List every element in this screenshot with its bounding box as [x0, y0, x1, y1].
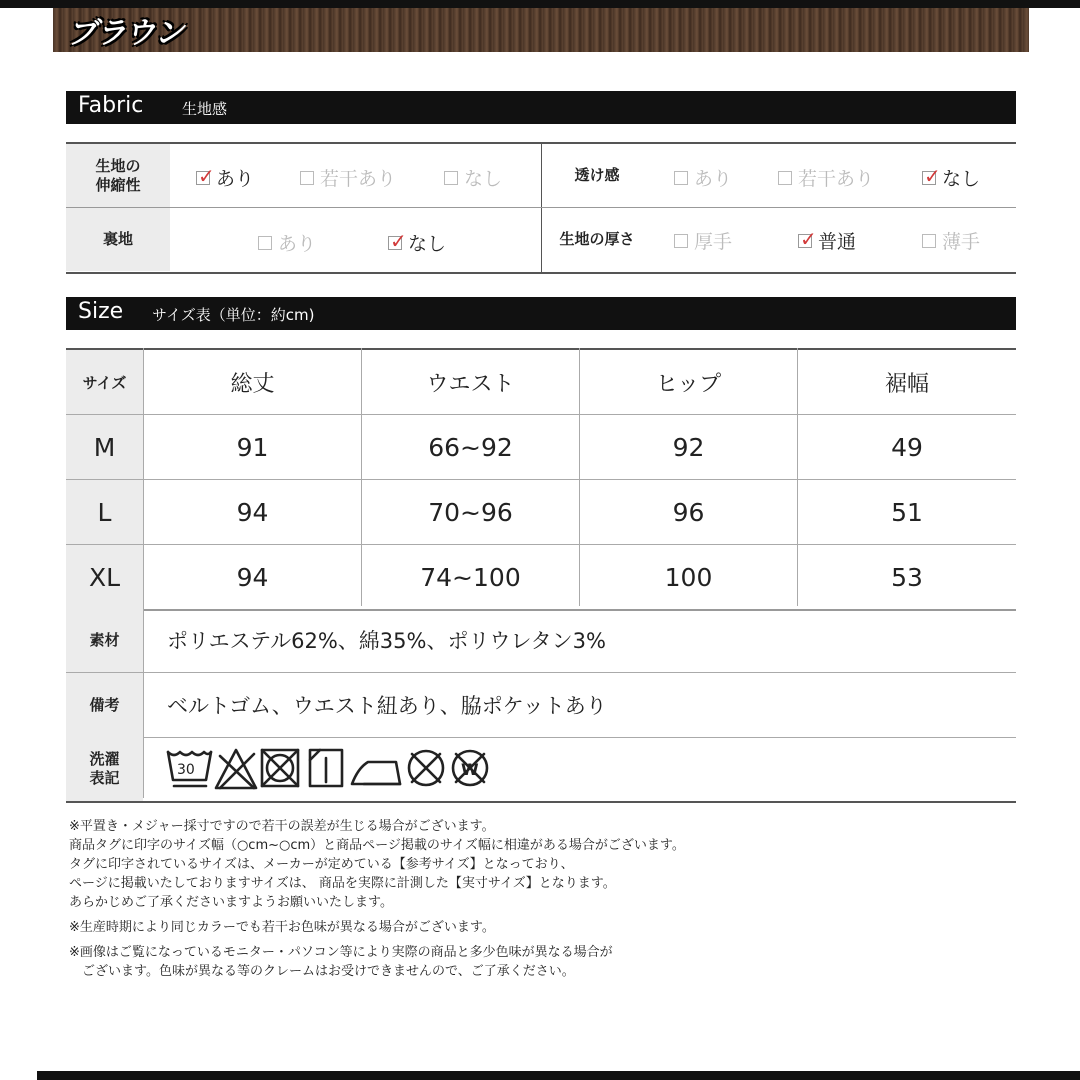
table-cell: 96 [672, 497, 705, 527]
no-wet-clean-icon [453, 751, 487, 785]
checkbox-icon [674, 171, 688, 185]
fabric-table [66, 142, 1016, 274]
checkbox-icon [444, 171, 458, 185]
size-header-en: Size [78, 299, 124, 324]
table-cell: 70~96 [428, 497, 513, 527]
wet-clean-letter: W [461, 760, 479, 779]
material-label: 素材 [66, 608, 143, 672]
material-value: ポリエステル62%、綿35%、ポリウレタン3% [167, 629, 606, 653]
table-cell: 49 [891, 432, 923, 462]
column-header: サイズ [66, 350, 143, 414]
line-dry-shade-icon [310, 750, 342, 786]
lining-option-yes: あり [258, 229, 316, 256]
notes-value: ベルトゴム、ウエスト紐あり、脇ポケットあり [167, 694, 607, 718]
bottom-bar [37, 1071, 1080, 1080]
table-cell: 53 [891, 562, 923, 592]
wash-temp-text: 30 [177, 762, 195, 778]
notes-row [66, 673, 1016, 738]
note-line: ※平置き・メジャー採寸ですので若干の誤差が生じる場合がございます。 [69, 819, 495, 834]
sheer-label: 透け感 [542, 144, 652, 207]
thickness-option-normal: ✓ 普通 [800, 226, 857, 253]
column-header: ヒップ [655, 371, 722, 397]
column-header: ウエスト [426, 371, 515, 397]
table-cell: 94 [236, 497, 269, 527]
top-bar [0, 0, 1080, 8]
fabric-header-jp: 生地感 [182, 100, 228, 118]
table-cell: 92 [672, 432, 705, 462]
table-cell: 51 [891, 497, 923, 527]
care-symbols [164, 742, 529, 796]
thickness-label: 生地の厚さ [542, 208, 652, 271]
checkbox-checked-icon: ✓ [924, 163, 941, 188]
care-row [66, 737, 1016, 803]
checkbox-icon [300, 171, 314, 185]
stretch-option-no: なし [444, 164, 502, 191]
no-tumble-dry-icon [262, 750, 298, 786]
note-line: ※生産時期により同じカラーでも若干お色味が異なる場合がございます。 [69, 920, 495, 935]
stretch-option-slight: 若干あり [300, 164, 396, 191]
size-header-jp: サイズ表（単位：約cm) [152, 306, 315, 324]
size-label: L [66, 480, 143, 544]
table-row [66, 480, 1016, 545]
column-header: 裾幅 [884, 371, 929, 397]
note-line: ございます。色味が異なる等のクレームはお受けできませんので、ご了承ください。 [69, 964, 575, 979]
checkbox-checked-icon: ✓ [198, 163, 215, 188]
note-line: タグに印字されているサイズは、メーカーが定めている【参考サイズ】となっており、 [69, 857, 574, 872]
fabric-row-1 [66, 144, 1016, 208]
lining-label: 裏地 [66, 208, 170, 271]
table-divider [361, 348, 362, 606]
table-cell: 91 [236, 432, 269, 462]
size-label: M [66, 415, 143, 479]
wash-30-icon [168, 752, 211, 786]
sheer-option-slight: 若干あり [778, 164, 874, 191]
fabric-row-2 [66, 208, 1016, 271]
checkbox-icon [674, 234, 688, 248]
note-line: あらかじめご了承くださいますようお願いいたします。 [69, 895, 393, 910]
column-header: 総丈 [230, 371, 275, 397]
sheer-option-no: ✓ なし [924, 163, 981, 190]
table-cell: 100 [664, 562, 713, 592]
lining-option-no: ✓ なし [390, 228, 447, 255]
care-label: 洗濯 表記 [66, 737, 143, 801]
fabric-header [66, 91, 1016, 124]
size-header-row [66, 350, 1016, 415]
size-label: XL [66, 545, 143, 609]
table-cell: 74~100 [420, 562, 521, 592]
checkbox-icon [922, 234, 936, 248]
stretch-label: 生地の 伸縮性 [66, 144, 170, 207]
checkbox-checked-icon: ✓ [390, 228, 407, 253]
note-line: 商品タグに印字のサイズ幅（○cm~○cm）と商品ページ掲載のサイズ幅に相違がある場合がございます。 [69, 838, 685, 853]
sheer-option-yes: あり [674, 164, 732, 191]
checkbox-checked-icon: ✓ [800, 226, 817, 251]
care-icons [164, 737, 529, 801]
no-dry-clean-icon [409, 751, 443, 785]
color-name: ブラウン [67, 16, 183, 51]
disclaimer-notes [69, 817, 685, 981]
table-divider [797, 348, 798, 606]
table-cell: 94 [236, 562, 269, 592]
size-table [66, 348, 1016, 592]
size-header [66, 297, 1016, 330]
table-row [66, 415, 1016, 480]
material-row [66, 608, 1016, 673]
table-divider [579, 348, 580, 606]
color-banner [53, 8, 1029, 52]
note-line: ※画像はご覧になっているモニター・パソコン等により実際の商品と多少色味が異なる場合が [69, 945, 613, 960]
iron-low-icon [352, 762, 400, 784]
notes-label: 備考 [66, 673, 143, 737]
no-bleach-icon [216, 750, 256, 788]
checkbox-icon [258, 236, 272, 250]
checkbox-icon [778, 171, 792, 185]
stretch-option-yes: ✓ あり [198, 163, 255, 190]
thickness-option-thick: 厚手 [674, 227, 732, 254]
note-line: ページに掲載いたしておりますサイズは、 商品を実際に計測した【実寸サイズ】となります。 [69, 876, 616, 891]
table-row [66, 545, 1016, 611]
table-cell: 66~92 [428, 432, 513, 462]
thickness-option-thin: 薄手 [922, 227, 980, 254]
fabric-header-en: Fabric [78, 93, 144, 118]
